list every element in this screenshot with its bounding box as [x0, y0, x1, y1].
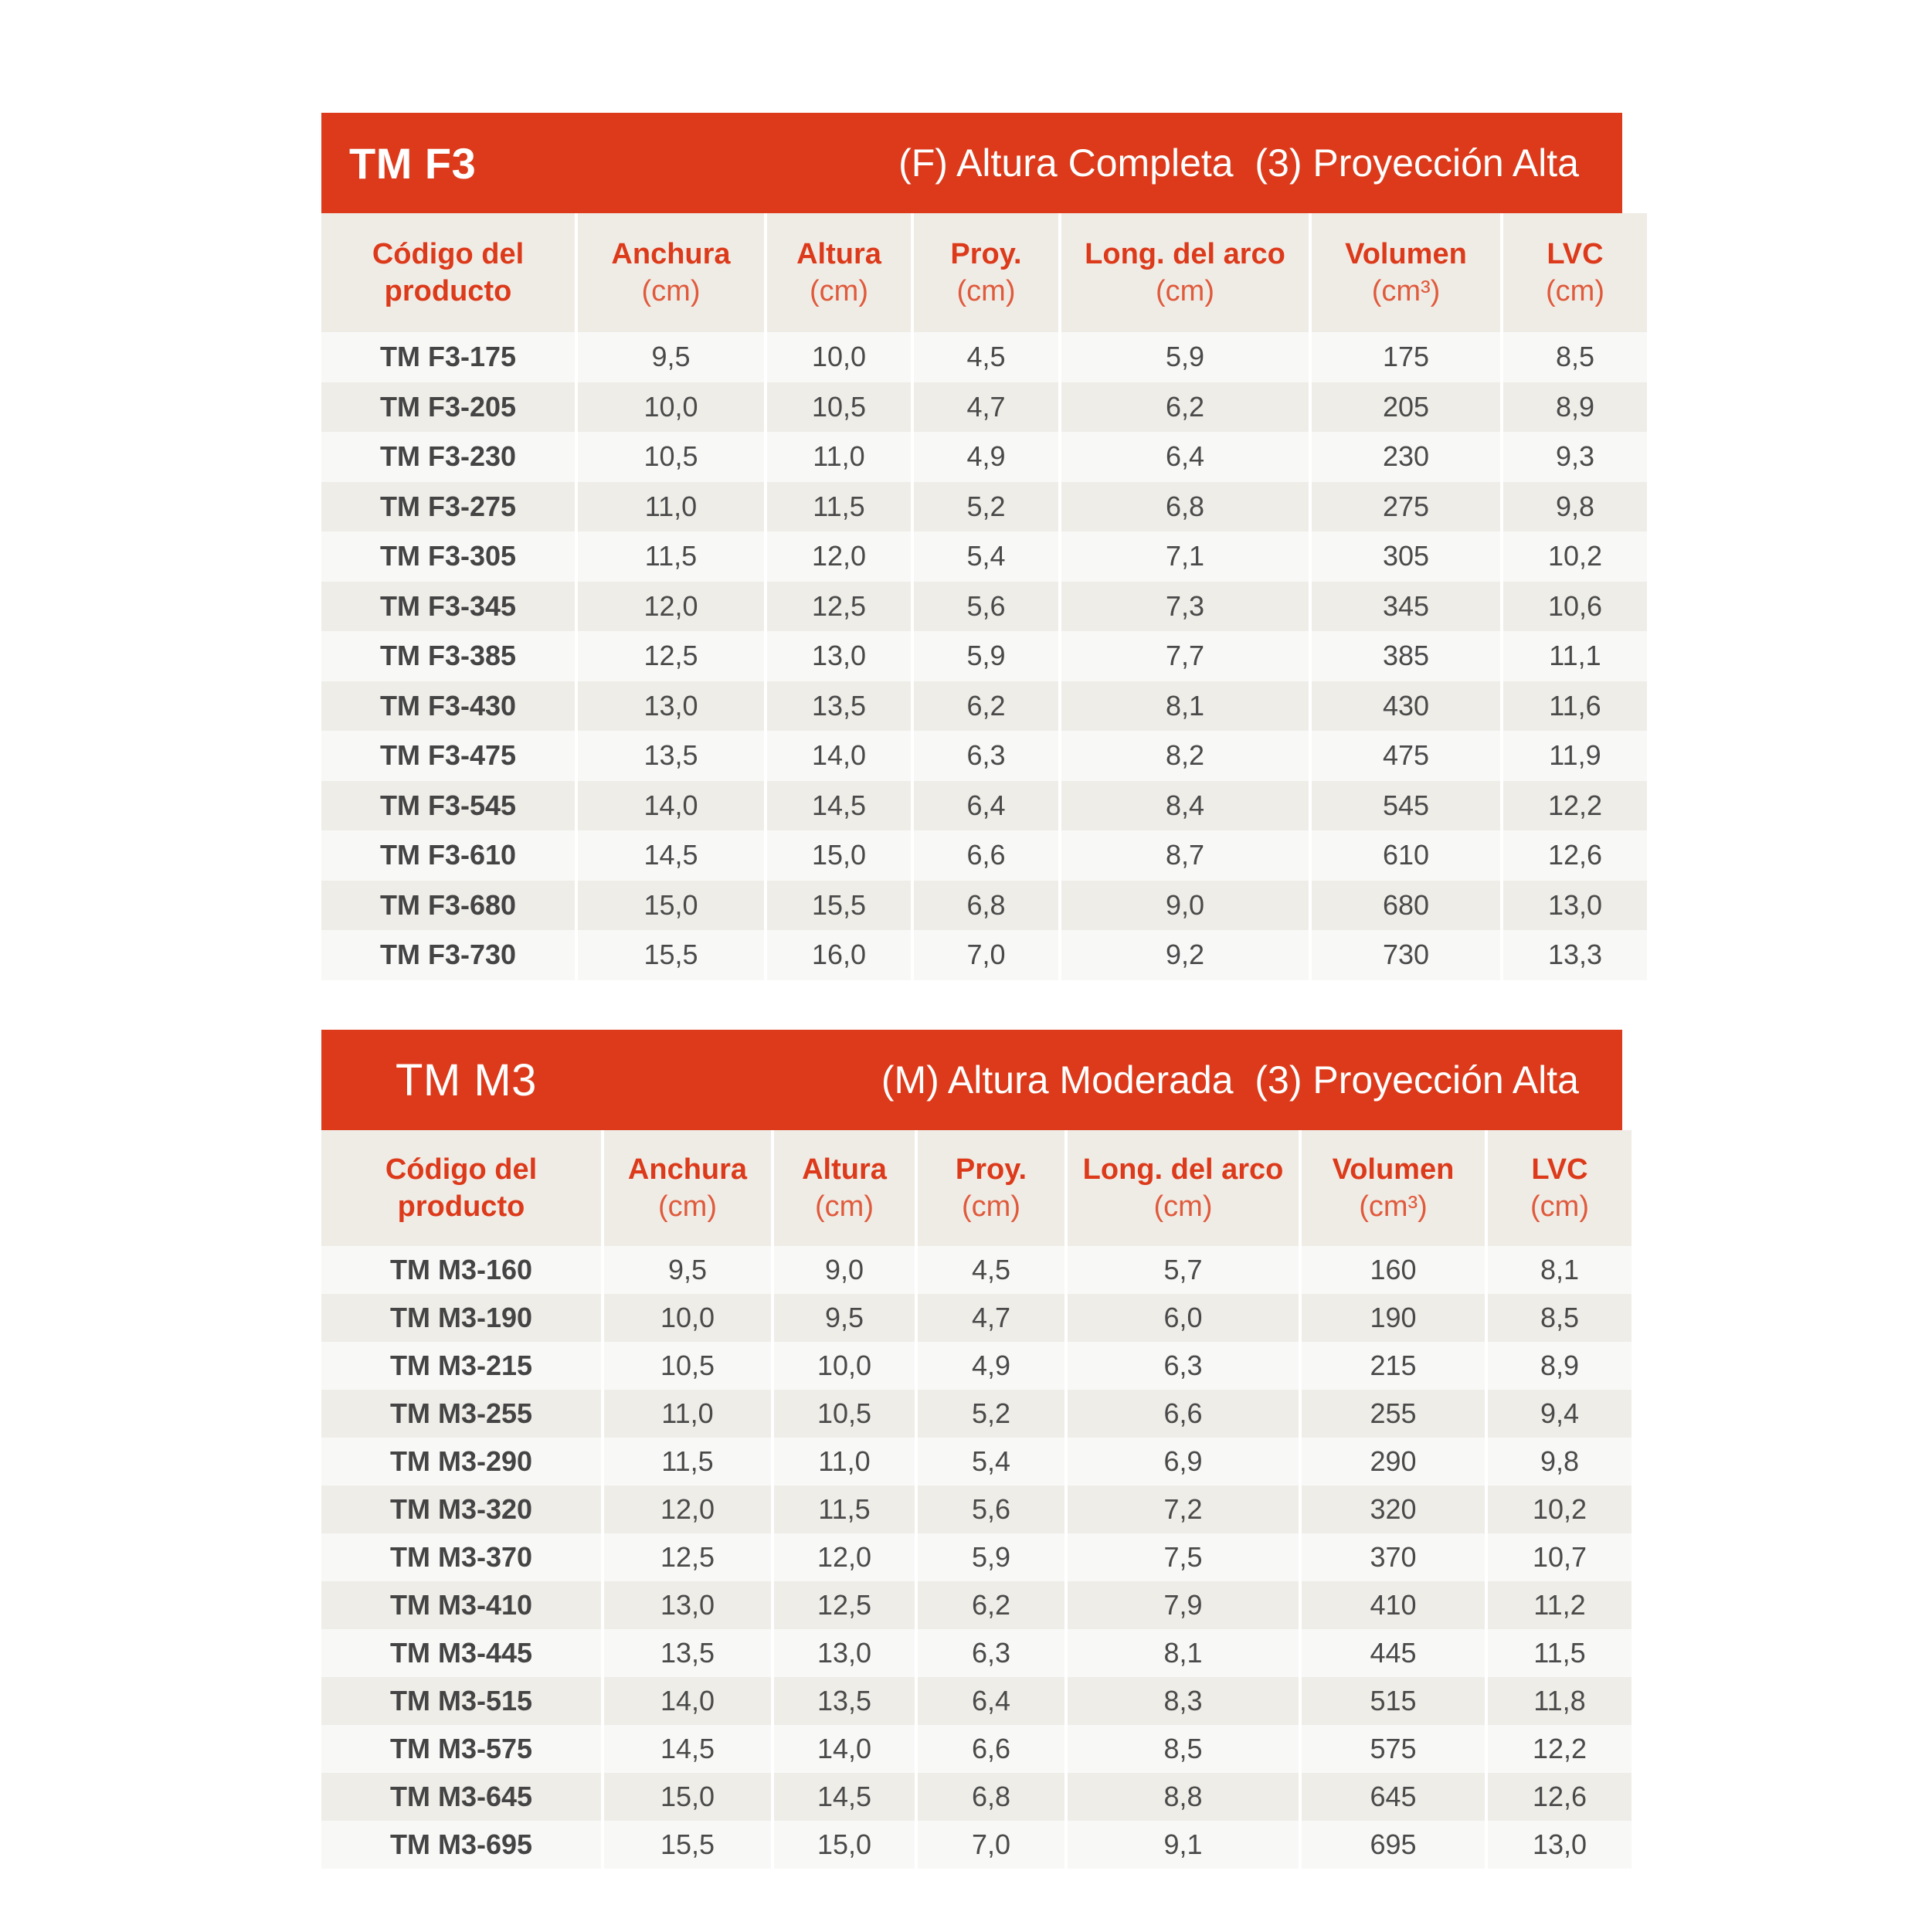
value-cell: 9,2	[1061, 930, 1309, 980]
table-row	[321, 1725, 1632, 1773]
table-row	[321, 382, 1647, 433]
table-title-bar	[321, 113, 1622, 213]
value-cell: 5,9	[914, 631, 1058, 681]
value-cell: 6,8	[918, 1773, 1064, 1821]
value-cell: 7,5	[1068, 1533, 1299, 1581]
spec-grid	[318, 213, 1650, 980]
value-cell: 6,4	[918, 1677, 1064, 1725]
value-cell: 13,5	[604, 1629, 771, 1677]
value-cell: 14,0	[774, 1725, 915, 1773]
value-cell: 8,5	[1068, 1725, 1299, 1773]
value-cell: 5,4	[914, 531, 1058, 582]
value-cell: 6,2	[914, 681, 1058, 732]
value-cell: 16,0	[767, 930, 911, 980]
value-cell: 575	[1302, 1725, 1485, 1773]
value-cell: 445	[1302, 1629, 1485, 1677]
product-code-cell: TM M3-160	[321, 1246, 601, 1294]
value-cell: 12,5	[578, 631, 764, 681]
value-cell: 11,2	[1488, 1581, 1632, 1629]
value-cell: 160	[1302, 1246, 1485, 1294]
value-cell: 6,3	[1068, 1342, 1299, 1390]
value-cell: 15,0	[578, 881, 764, 931]
table-row	[321, 332, 1647, 382]
product-code-cell: TM F3-730	[321, 930, 575, 980]
value-cell: 10,2	[1488, 1486, 1632, 1533]
table-row	[321, 582, 1647, 632]
table-row	[321, 482, 1647, 532]
value-cell: 10,0	[578, 382, 764, 433]
value-cell: 175	[1312, 332, 1500, 382]
spec-table-tm-m3	[321, 1030, 1622, 1869]
value-cell: 12,0	[604, 1486, 771, 1533]
value-cell: 12,0	[774, 1533, 915, 1581]
value-cell: 6,8	[1061, 482, 1309, 532]
value-cell: 8,4	[1061, 781, 1309, 831]
value-cell: 680	[1312, 881, 1500, 931]
product-code-cell: TM M3-370	[321, 1533, 601, 1581]
product-code-cell: TM F3-175	[321, 332, 575, 382]
value-cell: 9,4	[1488, 1390, 1632, 1438]
value-cell: 230	[1312, 432, 1500, 482]
value-cell: 15,0	[767, 830, 911, 881]
table-row	[321, 1629, 1632, 1677]
table-row	[321, 1773, 1632, 1821]
value-cell: 8,1	[1068, 1629, 1299, 1677]
value-cell: 9,5	[774, 1294, 915, 1342]
product-code-cell: TM F3-610	[321, 830, 575, 881]
product-code-cell: TM F3-305	[321, 531, 575, 582]
value-cell: 9,3	[1503, 432, 1647, 482]
value-cell: 6,3	[918, 1629, 1064, 1677]
table-row	[321, 681, 1647, 732]
table-row	[321, 1581, 1632, 1629]
table-row	[321, 1342, 1632, 1390]
value-cell: 11,9	[1503, 731, 1647, 781]
value-cell: 345	[1312, 582, 1500, 632]
value-cell: 8,5	[1488, 1294, 1632, 1342]
value-cell: 320	[1302, 1486, 1485, 1533]
column-header-anchura: Anchura (cm)	[578, 213, 764, 332]
value-cell: 13,5	[767, 681, 911, 732]
value-cell: 515	[1302, 1677, 1485, 1725]
value-cell: 275	[1312, 482, 1500, 532]
value-cell: 11,5	[604, 1438, 771, 1486]
product-code-cell: TM M3-215	[321, 1342, 601, 1390]
value-cell: 5,7	[1068, 1246, 1299, 1294]
value-cell: 6,3	[914, 731, 1058, 781]
column-header-codigo: Código del producto	[321, 1130, 601, 1246]
column-header-long-arco: Long. del arco (cm)	[1061, 213, 1309, 332]
value-cell: 13,0	[578, 681, 764, 732]
value-cell: 14,0	[767, 731, 911, 781]
value-cell: 6,4	[914, 781, 1058, 831]
value-cell: 14,5	[767, 781, 911, 831]
value-cell: 475	[1312, 731, 1500, 781]
value-cell: 4,5	[914, 332, 1058, 382]
value-cell: 13,5	[578, 731, 764, 781]
value-cell: 8,1	[1061, 681, 1309, 732]
product-code-cell: TM M3-575	[321, 1725, 601, 1773]
product-code-cell: TM F3-385	[321, 631, 575, 681]
value-cell: 9,0	[774, 1246, 915, 1294]
table-row	[321, 930, 1647, 980]
column-header-row	[321, 1130, 1632, 1246]
value-cell: 13,0	[774, 1629, 915, 1677]
value-cell: 14,0	[578, 781, 764, 831]
column-header-volumen: Volumen (cm³)	[1302, 1130, 1485, 1246]
column-header-altura: Altura (cm)	[767, 213, 911, 332]
value-cell: 11,5	[578, 531, 764, 582]
table-row	[321, 830, 1647, 881]
value-cell: 370	[1302, 1533, 1485, 1581]
value-cell: 10,5	[578, 432, 764, 482]
value-cell: 10,5	[767, 382, 911, 433]
value-cell: 215	[1302, 1342, 1485, 1390]
value-cell: 14,0	[604, 1677, 771, 1725]
product-code-cell: TM F3-275	[321, 482, 575, 532]
value-cell: 4,7	[914, 382, 1058, 433]
value-cell: 410	[1302, 1581, 1485, 1629]
product-code-cell: TM F3-205	[321, 382, 575, 433]
value-cell: 14,5	[774, 1773, 915, 1821]
product-code-cell: TM F3-430	[321, 681, 575, 732]
value-cell: 6,6	[914, 830, 1058, 881]
table-row	[321, 1390, 1632, 1438]
product-code-cell: TM M3-645	[321, 1773, 601, 1821]
table-row	[321, 1821, 1632, 1869]
value-cell: 8,9	[1488, 1342, 1632, 1390]
product-code-cell: TM F3-475	[321, 731, 575, 781]
value-cell: 13,0	[767, 631, 911, 681]
product-code-cell: TM M3-515	[321, 1677, 601, 1725]
value-cell: 8,7	[1061, 830, 1309, 881]
column-header-proy: Proy. (cm)	[914, 213, 1058, 332]
value-cell: 430	[1312, 681, 1500, 732]
value-cell: 10,7	[1488, 1533, 1632, 1581]
value-cell: 10,2	[1503, 531, 1647, 582]
value-cell: 7,7	[1061, 631, 1309, 681]
value-cell: 6,8	[914, 881, 1058, 931]
value-cell: 9,8	[1488, 1438, 1632, 1486]
value-cell: 12,6	[1503, 830, 1647, 881]
value-cell: 6,2	[1061, 382, 1309, 433]
column-header-long-arco: Long. del arco (cm)	[1068, 1130, 1299, 1246]
value-cell: 7,9	[1068, 1581, 1299, 1629]
value-cell: 13,0	[604, 1581, 771, 1629]
value-cell: 5,2	[914, 482, 1058, 532]
value-cell: 11,5	[1488, 1629, 1632, 1677]
value-cell: 610	[1312, 830, 1500, 881]
product-code-cell: TM M3-290	[321, 1438, 601, 1486]
value-cell: 12,5	[604, 1533, 771, 1581]
value-cell: 5,6	[914, 582, 1058, 632]
table-row	[321, 631, 1647, 681]
column-header-lvc: LVC (cm)	[1488, 1130, 1632, 1246]
value-cell: 15,5	[604, 1821, 771, 1869]
value-cell: 8,5	[1503, 332, 1647, 382]
value-cell: 7,3	[1061, 582, 1309, 632]
value-cell: 12,0	[578, 582, 764, 632]
value-cell: 7,1	[1061, 531, 1309, 582]
product-code-cell: TM F3-345	[321, 582, 575, 632]
value-cell: 695	[1302, 1821, 1485, 1869]
value-cell: 9,0	[1061, 881, 1309, 931]
value-cell: 4,5	[918, 1246, 1064, 1294]
column-header-lvc: LVC (cm)	[1503, 213, 1647, 332]
value-cell: 12,2	[1488, 1725, 1632, 1773]
value-cell: 5,4	[918, 1438, 1064, 1486]
value-cell: 5,9	[1061, 332, 1309, 382]
table-row	[321, 432, 1647, 482]
table-row	[321, 881, 1647, 931]
value-cell: 10,5	[604, 1342, 771, 1390]
value-cell: 15,0	[774, 1821, 915, 1869]
table-row	[321, 781, 1647, 831]
value-cell: 8,2	[1061, 731, 1309, 781]
table-row	[321, 731, 1647, 781]
product-code-cell: TM F3-680	[321, 881, 575, 931]
value-cell: 4,7	[918, 1294, 1064, 1342]
table-row	[321, 531, 1647, 582]
value-cell: 5,9	[918, 1533, 1064, 1581]
value-cell: 10,0	[767, 332, 911, 382]
column-header-anchura: Anchura (cm)	[604, 1130, 771, 1246]
product-code-cell: TM M3-320	[321, 1486, 601, 1533]
value-cell: 9,5	[578, 332, 764, 382]
value-cell: 15,5	[767, 881, 911, 931]
value-cell: 305	[1312, 531, 1500, 582]
value-cell: 8,9	[1503, 382, 1647, 433]
value-cell: 13,5	[774, 1677, 915, 1725]
value-cell: 8,1	[1488, 1246, 1632, 1294]
value-cell: 12,6	[1488, 1773, 1632, 1821]
value-cell: 730	[1312, 930, 1500, 980]
value-cell: 11,0	[604, 1390, 771, 1438]
value-cell: 15,0	[604, 1773, 771, 1821]
value-cell: 12,5	[767, 582, 911, 632]
table-row	[321, 1533, 1632, 1581]
value-cell: 6,4	[1061, 432, 1309, 482]
value-cell: 14,5	[604, 1725, 771, 1773]
value-cell: 9,1	[1068, 1821, 1299, 1869]
table-description: (M) Altura Moderada (3) Proyección Alta	[881, 1058, 1579, 1102]
value-cell: 385	[1312, 631, 1500, 681]
value-cell: 13,0	[1488, 1821, 1632, 1869]
value-cell: 11,1	[1503, 631, 1647, 681]
value-cell: 13,0	[1503, 881, 1647, 931]
table-row	[321, 1438, 1632, 1486]
table-product-code: TM F3	[349, 138, 477, 188]
value-cell: 190	[1302, 1294, 1485, 1342]
product-code-cell: TM M3-445	[321, 1629, 601, 1677]
value-cell: 12,0	[767, 531, 911, 582]
value-cell: 11,0	[767, 432, 911, 482]
value-cell: 290	[1302, 1438, 1485, 1486]
value-cell: 7,2	[1068, 1486, 1299, 1533]
value-cell: 10,0	[604, 1294, 771, 1342]
column-header-altura: Altura (cm)	[774, 1130, 915, 1246]
value-cell: 4,9	[918, 1342, 1064, 1390]
value-cell: 6,0	[1068, 1294, 1299, 1342]
value-cell: 6,6	[1068, 1390, 1299, 1438]
column-header-row	[321, 213, 1647, 332]
value-cell: 12,5	[774, 1581, 915, 1629]
value-cell: 15,5	[578, 930, 764, 980]
value-cell: 8,8	[1068, 1773, 1299, 1821]
spec-table-tm-f3	[321, 113, 1622, 980]
value-cell: 11,0	[578, 482, 764, 532]
spec-grid	[318, 1130, 1635, 1869]
value-cell: 14,5	[578, 830, 764, 881]
value-cell: 255	[1302, 1390, 1485, 1438]
value-cell: 11,0	[774, 1438, 915, 1486]
table-row	[321, 1677, 1632, 1725]
table-description: (F) Altura Completa (3) Proyección Alta	[898, 141, 1579, 185]
product-code-cell: TM M3-695	[321, 1821, 601, 1869]
product-code-cell: TM M3-255	[321, 1390, 601, 1438]
table-row	[321, 1294, 1632, 1342]
value-cell: 10,5	[774, 1390, 915, 1438]
value-cell: 645	[1302, 1773, 1485, 1821]
column-header-codigo: Código del producto	[321, 213, 575, 332]
table-row	[321, 1246, 1632, 1294]
value-cell: 5,2	[918, 1390, 1064, 1438]
value-cell: 12,2	[1503, 781, 1647, 831]
value-cell: 11,5	[774, 1486, 915, 1533]
value-cell: 7,0	[918, 1821, 1064, 1869]
value-cell: 11,6	[1503, 681, 1647, 732]
value-cell: 6,2	[918, 1581, 1064, 1629]
value-cell: 10,6	[1503, 582, 1647, 632]
value-cell: 9,8	[1503, 482, 1647, 532]
product-code-cell: TM M3-410	[321, 1581, 601, 1629]
product-code-cell: TM F3-230	[321, 432, 575, 482]
product-code-cell: TM F3-545	[321, 781, 575, 831]
value-cell: 545	[1312, 781, 1500, 831]
value-cell: 4,9	[914, 432, 1058, 482]
value-cell: 5,6	[918, 1486, 1064, 1533]
value-cell: 6,9	[1068, 1438, 1299, 1486]
value-cell: 205	[1312, 382, 1500, 433]
value-cell: 13,3	[1503, 930, 1647, 980]
table-product-code: TM M3	[396, 1054, 537, 1105]
value-cell: 10,0	[774, 1342, 915, 1390]
table-title-bar	[321, 1030, 1622, 1130]
value-cell: 8,3	[1068, 1677, 1299, 1725]
value-cell: 9,5	[604, 1246, 771, 1294]
value-cell: 6,6	[918, 1725, 1064, 1773]
value-cell: 11,8	[1488, 1677, 1632, 1725]
column-header-proy: Proy. (cm)	[918, 1130, 1064, 1246]
product-code-cell: TM M3-190	[321, 1294, 601, 1342]
column-header-volumen: Volumen (cm³)	[1312, 213, 1500, 332]
value-cell: 7,0	[914, 930, 1058, 980]
value-cell: 11,5	[767, 482, 911, 532]
table-row	[321, 1486, 1632, 1533]
